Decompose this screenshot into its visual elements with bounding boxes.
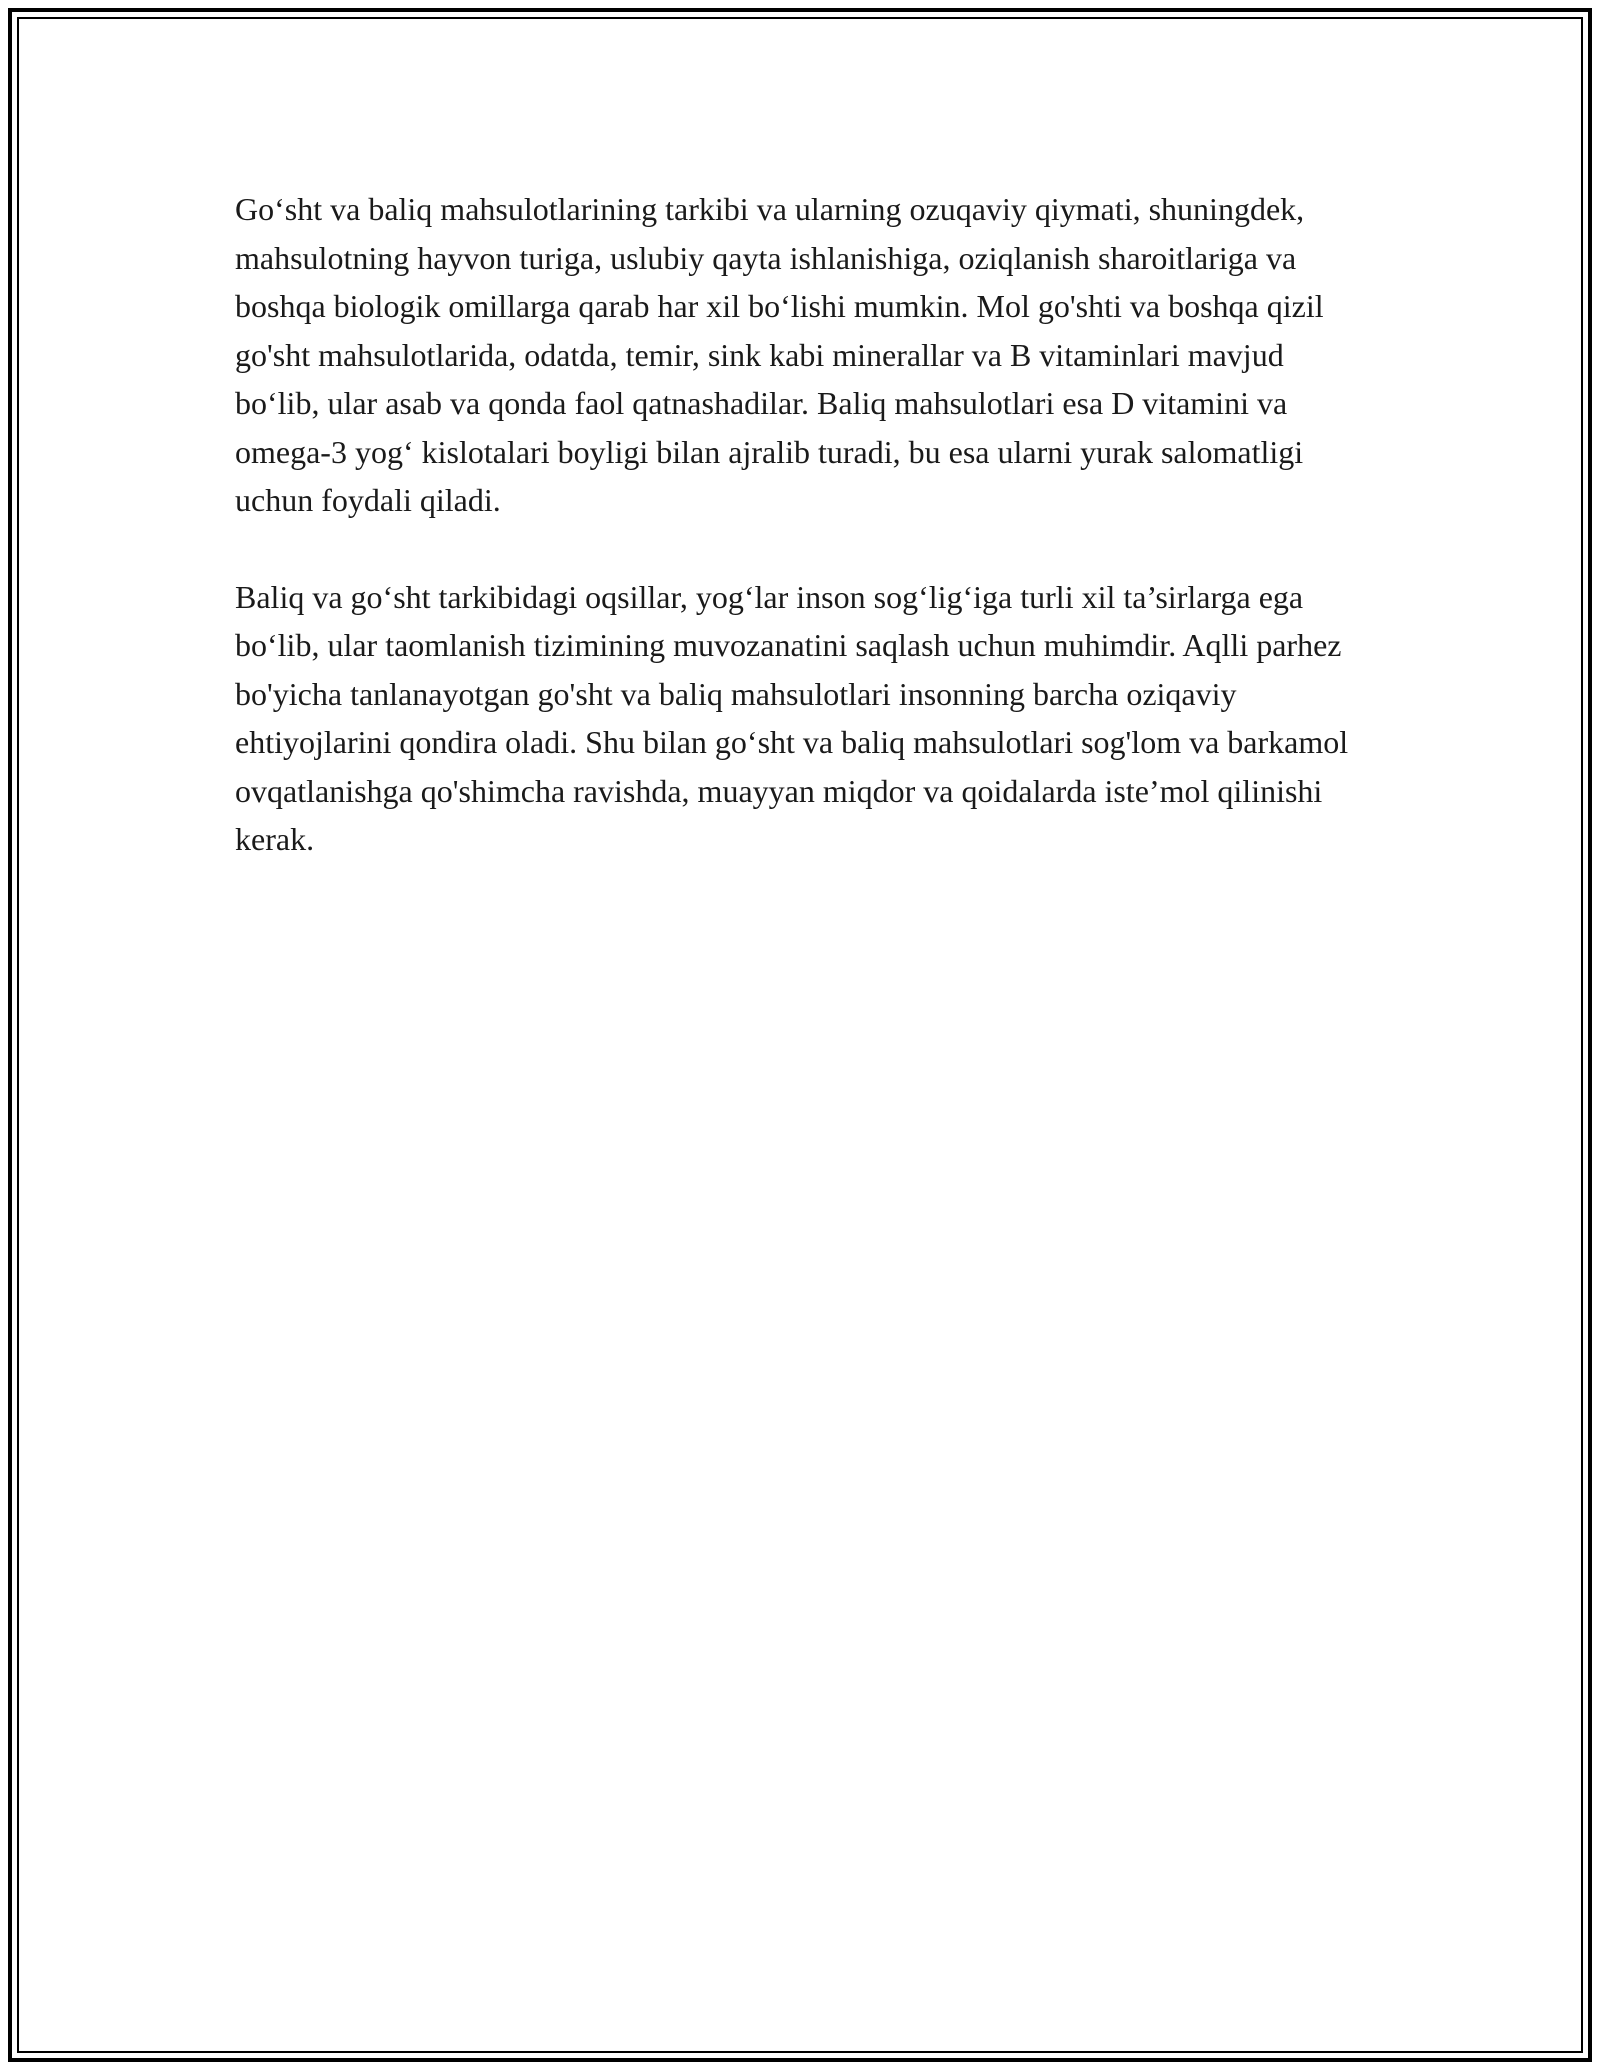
paragraph-2: Baliq va go‘sht tarkibidagi oqsillar, yog‘lar inson sog‘lig‘iga turli xil ta’sirlarga ega bo‘lib, ular taomlanish tizimining muvozanatini saqlash uchun muhimdir. Aqlli parhez bo'yicha tanlanayotgan go'sht va baliq mahsulotlari insonning barcha oziqaviy ehtiyojlarini qondira oladi. Shu bilan go‘sht va baliq mahsulotlari sog'lom va barkamol ovqatlanishga qo'shimcha ravishda, muayyan miqdor va qoidalarda iste’mol qilinishi kerak. <box>235 578 1349 857</box>
document-body <box>235 185 1375 864</box>
paragraph-1: Go‘sht va baliq mahsulotlarining tarkibi va ularning ozuqaviy qiymati, shuningdek, mahsulotning hayvon turiga, uslubiy qayta ishlanishiga, oziqlanish sharoitlariga va boshqa biologik omillarga qarab har xil bo‘lishi mumkin. Mol go'shti va boshqa qizil go'sht mahsulotlarida, odatda, temir, sink kabi minerallar va B vitaminlari mavjud bo‘lib, ular asab va qonda faol qatnashadilar. Baliq mahsulotlari esa D vitamini va omega-3 yog‘ kislotalari boyligi bilan ajralib turadi, bu esa ularni yurak salomatligi uchun foydali qiladi. <box>235 191 1324 518</box>
